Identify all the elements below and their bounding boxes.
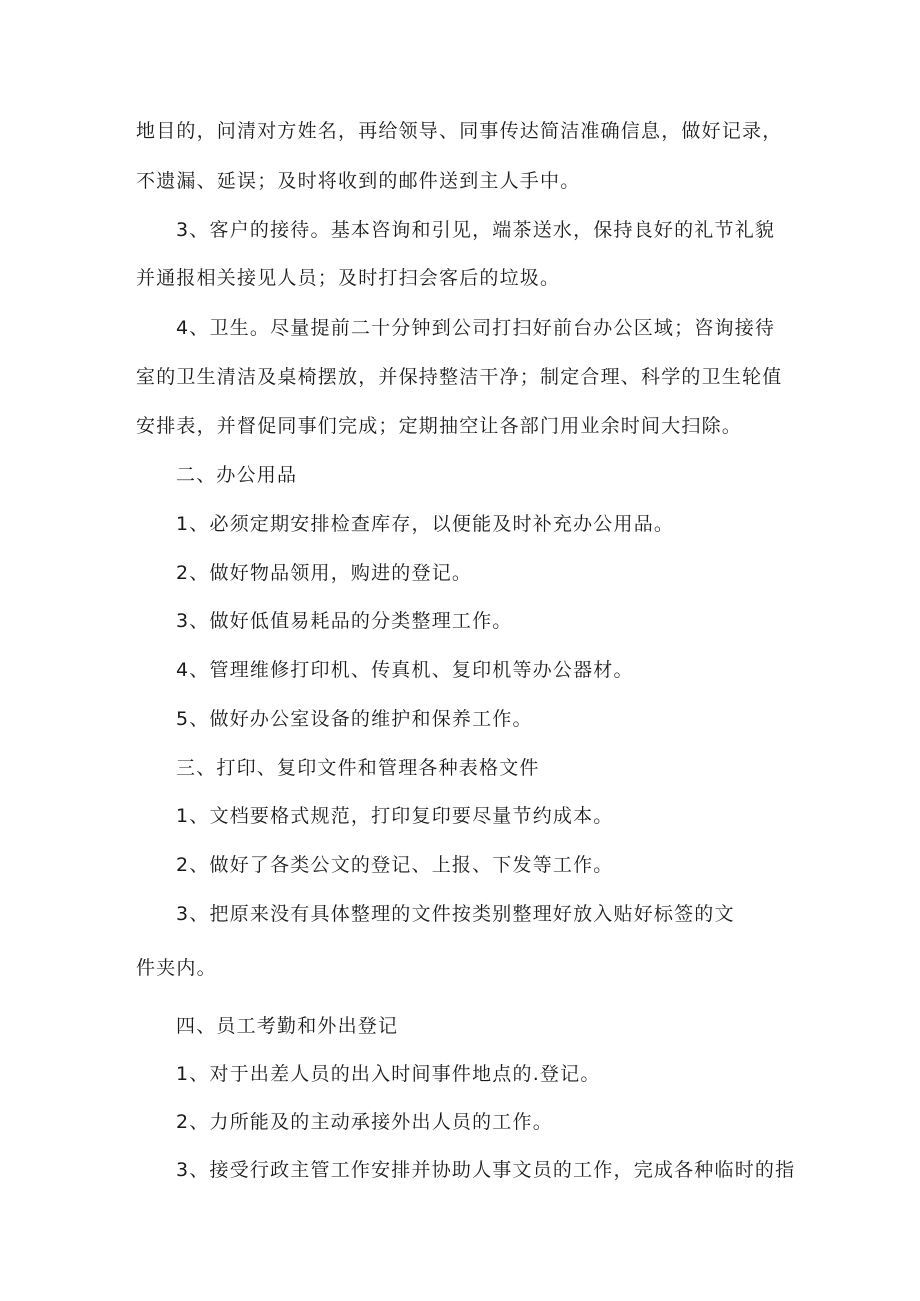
text-line: 2、做好物品领用，购进的登记。 xyxy=(176,562,473,584)
text-line: 不遗漏、延误；及时将收到的邮件送到主人手中。 xyxy=(136,170,581,192)
section-heading: 二、办公用品 xyxy=(176,464,298,486)
text-line: 3、客户的接待。基本咨询和引见，端茶送水，保持良好的礼节礼貌 xyxy=(176,219,776,241)
section-heading: 四、员工考勤和外出登记 xyxy=(176,1015,399,1037)
text-line: 4、管理维修打印机、传真机、复印机等办公器材。 xyxy=(176,659,634,681)
text-line: 3、接受行政主管工作安排并协助人事文员的工作，完成各种临时的指 xyxy=(176,1159,796,1181)
text-line: 并通报相关接见人员；及时打扫会客后的垃圾。 xyxy=(136,267,561,289)
text-line: 2、做好了各类公文的登记、上报、下发等工作。 xyxy=(176,854,614,876)
text-line: 3、把原来没有具体整理的文件按类别整理好放入贴好标签的文 xyxy=(176,903,735,925)
text-line: 1、对于出差人员的出入时间事件地点的.登记。 xyxy=(176,1063,601,1085)
text-line: 1、文档要格式规范，打印复印要尽量节约成本。 xyxy=(176,805,614,827)
text-line: 3、做好低值易耗品的分类整理工作。 xyxy=(176,610,513,632)
text-line: 2、力所能及的主动承接外出人员的工作。 xyxy=(176,1111,553,1133)
text-line: 1、必须定期安排检查库存，以便能及时补充办公用品。 xyxy=(176,513,675,535)
text-line: 5、做好办公室设备的维护和保养工作。 xyxy=(176,708,533,730)
text-line: 安排表，并督促同事们完成；定期抽空让各部门用业余时间大扫除。 xyxy=(136,415,743,437)
text-line: 室的卫生清洁及桌椅摆放，并保持整洁干净；制定合理、科学的卫生轮值 xyxy=(136,366,783,388)
text-line: 件夹内。 xyxy=(136,957,217,979)
text-line: 地目的，问清对方姓名，再给领导、同事传达简洁准确信息，做好记录， xyxy=(136,120,783,142)
text-line: 4、卫生。尽量提前二十分钟到公司打扫好前台办公区域；咨询接待 xyxy=(176,317,776,339)
section-heading: 三、打印、复印文件和管理各种表格文件 xyxy=(176,757,540,779)
